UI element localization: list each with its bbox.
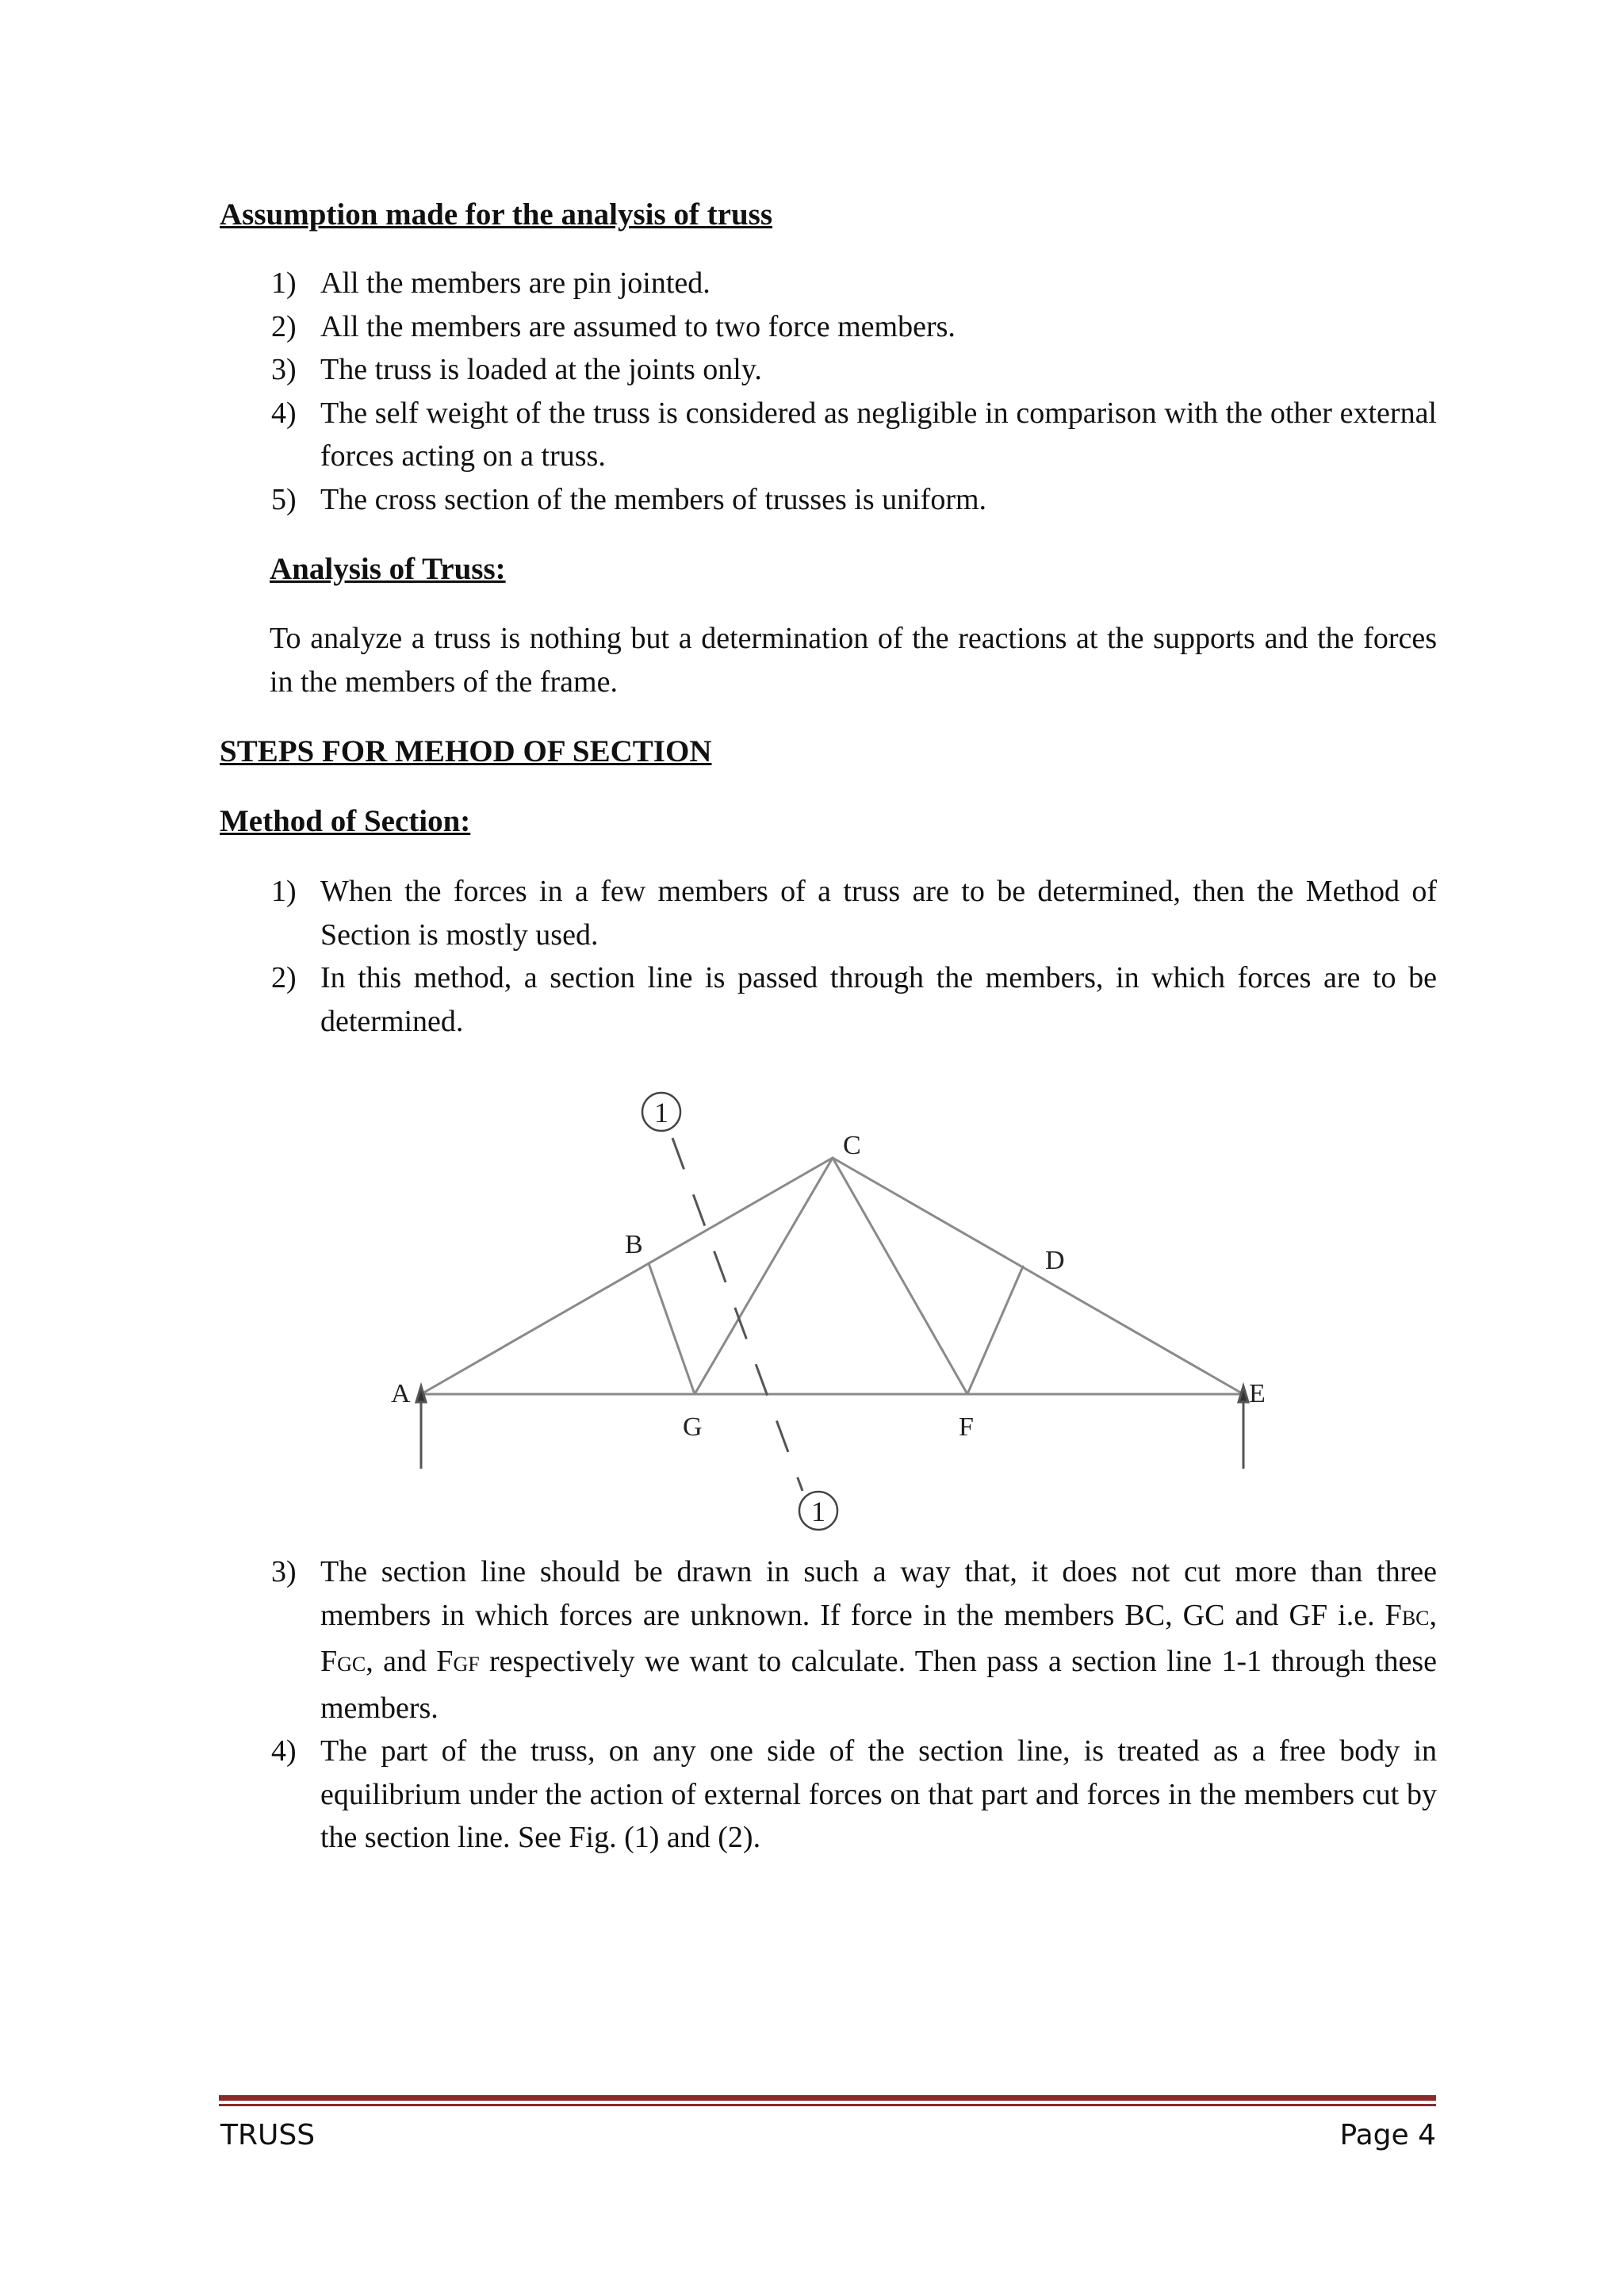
joint-label-a: A xyxy=(391,1379,411,1408)
reaction-arrow-e xyxy=(1239,1386,1248,1402)
item-number: 2) xyxy=(271,961,297,994)
item-text: The truss is loaded at the joints only. xyxy=(320,353,762,386)
analysis-paragraph: To analyze a truss is nothing but a determination of the reactions at the supports and the forces in the members of the frame. xyxy=(270,622,1437,699)
section-label-top: 1 xyxy=(654,1097,668,1128)
item-number: 4) xyxy=(271,396,297,430)
footer-rule-thick xyxy=(219,2095,1436,2101)
joint-label-e: E xyxy=(1249,1379,1266,1408)
item-number: 1) xyxy=(271,266,297,300)
assumptions-heading: Assumption made for the analysis of truss xyxy=(220,197,773,232)
item-number: 5) xyxy=(271,482,297,516)
item-text: When the forces in a few members of a truss are to be determined, then the Method of Section is mostly used. xyxy=(320,875,1437,952)
item-text: All the members are pin jointed. xyxy=(320,266,710,300)
method-heading: Method of Section: xyxy=(220,804,471,838)
joint-label-c: C xyxy=(843,1131,861,1160)
list-item xyxy=(271,1730,1437,1860)
list-item xyxy=(271,1550,1437,1730)
member-bg xyxy=(649,1263,695,1394)
item-number: 2) xyxy=(271,309,297,343)
item-number: 3) xyxy=(271,353,297,386)
member-fd xyxy=(967,1266,1023,1394)
section-label-bottom: 1 xyxy=(811,1496,825,1527)
footer-rule-thin xyxy=(219,2104,1436,2106)
joint-label-f: F xyxy=(959,1412,974,1442)
reaction-arrow-a xyxy=(416,1386,426,1402)
item-text: The part of the truss, on any one side of the section line, is treated as a free body in equilibrium under the action of external forces on that part and forces in the members cut by the section line. See Fig. (1) and (2). xyxy=(320,1734,1437,1854)
page-number: Page 4 xyxy=(1339,2119,1436,2151)
item-text: The cross section of the members of trusses is uniform. xyxy=(320,482,987,516)
member-gc xyxy=(695,1158,833,1394)
item-number: 1) xyxy=(271,875,297,908)
item-text: The section line should be drawn in such a way that, it does not cut more than three members in which forces are unknown. If force in the members BC, GC and GF i.e. FBC, FGC, and FGF respectively we want to calculate. Then pass a section line 1-1 through these members. xyxy=(320,1555,1438,1725)
item-number: 4) xyxy=(271,1734,297,1768)
joint-label-b: B xyxy=(625,1230,643,1259)
joint-label-g: G xyxy=(683,1412,703,1442)
member-cf xyxy=(833,1158,967,1394)
item-text: All the members are assumed to two force members. xyxy=(320,309,956,343)
method-list-continued xyxy=(271,1550,1437,1860)
steps-heading: STEPS FOR MEHOD OF SECTION xyxy=(220,734,712,768)
item-number: 3) xyxy=(271,1555,297,1588)
item-text: The self weight of the truss is considered as negligible in comparison with the other external forces acting on a truss. xyxy=(320,396,1437,473)
footer-title: TRUSS xyxy=(220,2119,316,2151)
member-ce xyxy=(833,1158,1243,1394)
item-text: In this method, a section line is passed through the members, in which forces are to be determined. xyxy=(320,961,1437,1038)
analysis-heading: Analysis of Truss: xyxy=(270,552,506,586)
joint-label-d: D xyxy=(1045,1246,1065,1275)
member-ac xyxy=(421,1158,833,1394)
